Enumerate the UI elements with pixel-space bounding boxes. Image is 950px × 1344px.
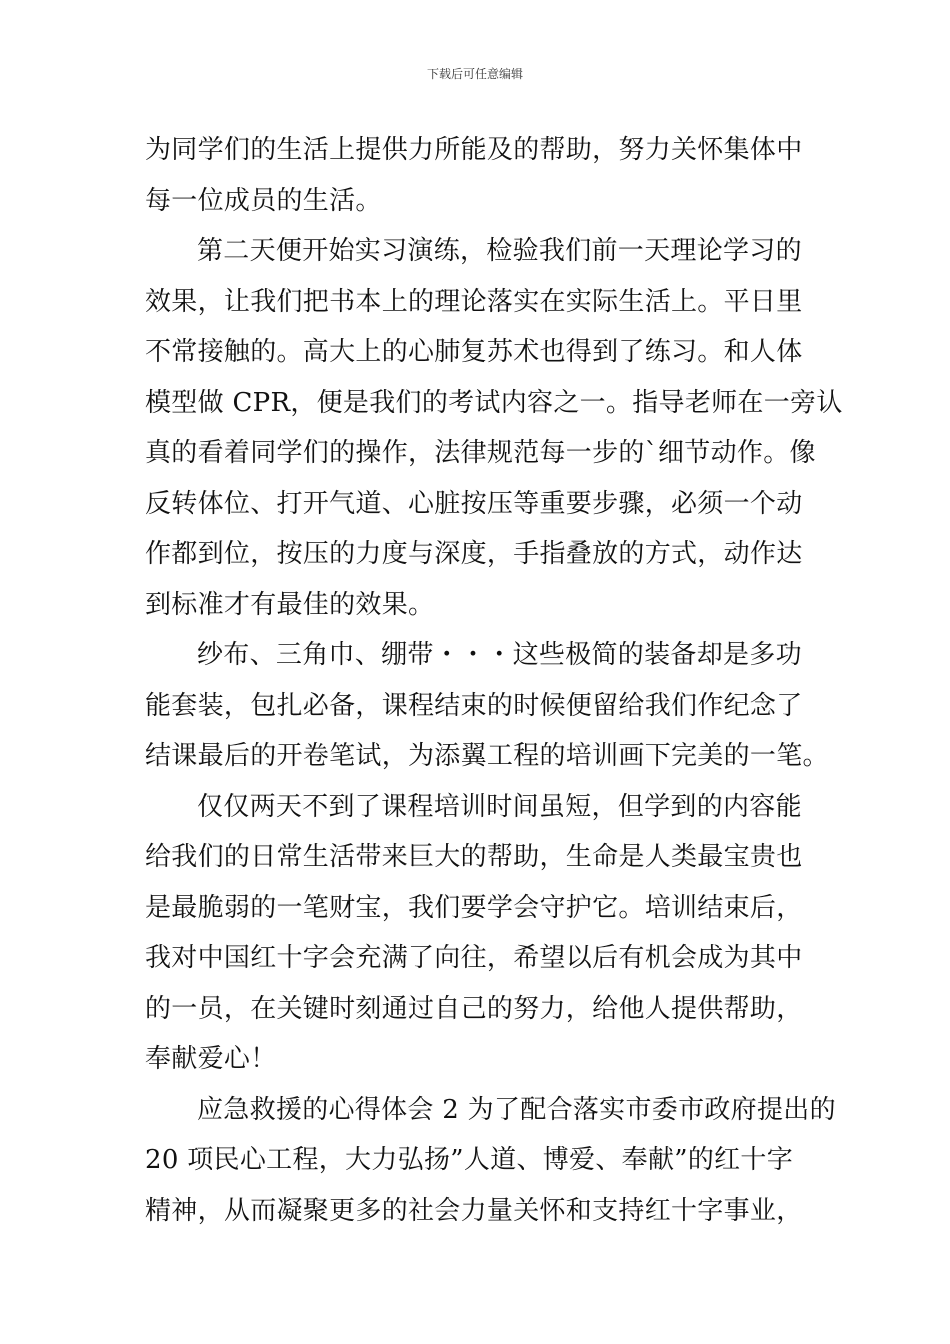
document-body — [145, 125, 843, 1236]
text-line: 结课最后的开卷笔试，为添翼工程的培训画下完美的一笔。 — [145, 741, 829, 771]
text-line: 我对中国红十字会充满了向往，希望以后有机会成为其中 — [145, 943, 803, 973]
text-line: 为同学们的生活上提供力所能及的帮助，努力关怀集体中 — [145, 135, 803, 165]
text-line: 仅仅两天不到了课程培训时间虽短，但学到的内容能 — [197, 791, 802, 822]
page-header: 下载后可任意编辑 — [426, 67, 523, 81]
text-line: 给我们的日常生活带来巨大的帮助，生命是人类最宝贵也 — [145, 842, 803, 872]
text-line: 到标准才有最佳的效果。 — [145, 589, 435, 620]
text-line: 第二天便开始实习演练，检验我们前一天理论学习的 — [197, 236, 802, 266]
text-line: 不常接触的。高大上的心肺复苏术也得到了练习。和人体 — [145, 337, 803, 367]
text-line: 纱布、三角巾、绷带・・・这些极简的装备却是多功 — [197, 640, 802, 670]
text-line: 的一员，在关键时刻通过自己的努力，给他人提供帮助， — [145, 993, 803, 1024]
text-line: 作都到位，按压的力度与深度，手指叠放的方式，动作达 — [145, 539, 803, 569]
text-line: 是最脆弱的一笔财宝，我们要学会守护它。培训结束后， — [145, 892, 803, 923]
text-line: 模型做 CPR，便是我们的考试内容之一。指导老师在一旁认 — [145, 387, 843, 418]
text-line: 反转体位、打开气道、心脏按压等重要步骤，必须一个动 — [145, 488, 803, 519]
text-line: 精神，从而凝聚更多的社会力量关怀和支持红十字事业， — [145, 1195, 803, 1226]
text-line: 20 项民心工程，大力弘扬”人道、博爱、奉献”的红十字 — [145, 1145, 794, 1175]
text-line: 效果，让我们把书本上的理论落实在实际生活上。平日里 — [145, 286, 803, 317]
text-line: 奉献爱心！ — [145, 1044, 277, 1074]
text-line: 每一位成员的生活。 — [145, 185, 382, 216]
text-line: 能套装，包扎必备，课程结束的时候便留给我们作纪念了 — [145, 690, 803, 721]
text-line: 应急救援的心得体会 2 为了配合落实市委市政府提出的 — [197, 1094, 836, 1125]
text-line: 真的看着同学们的操作，法律规范每一步的`细节动作。像 — [145, 438, 816, 468]
